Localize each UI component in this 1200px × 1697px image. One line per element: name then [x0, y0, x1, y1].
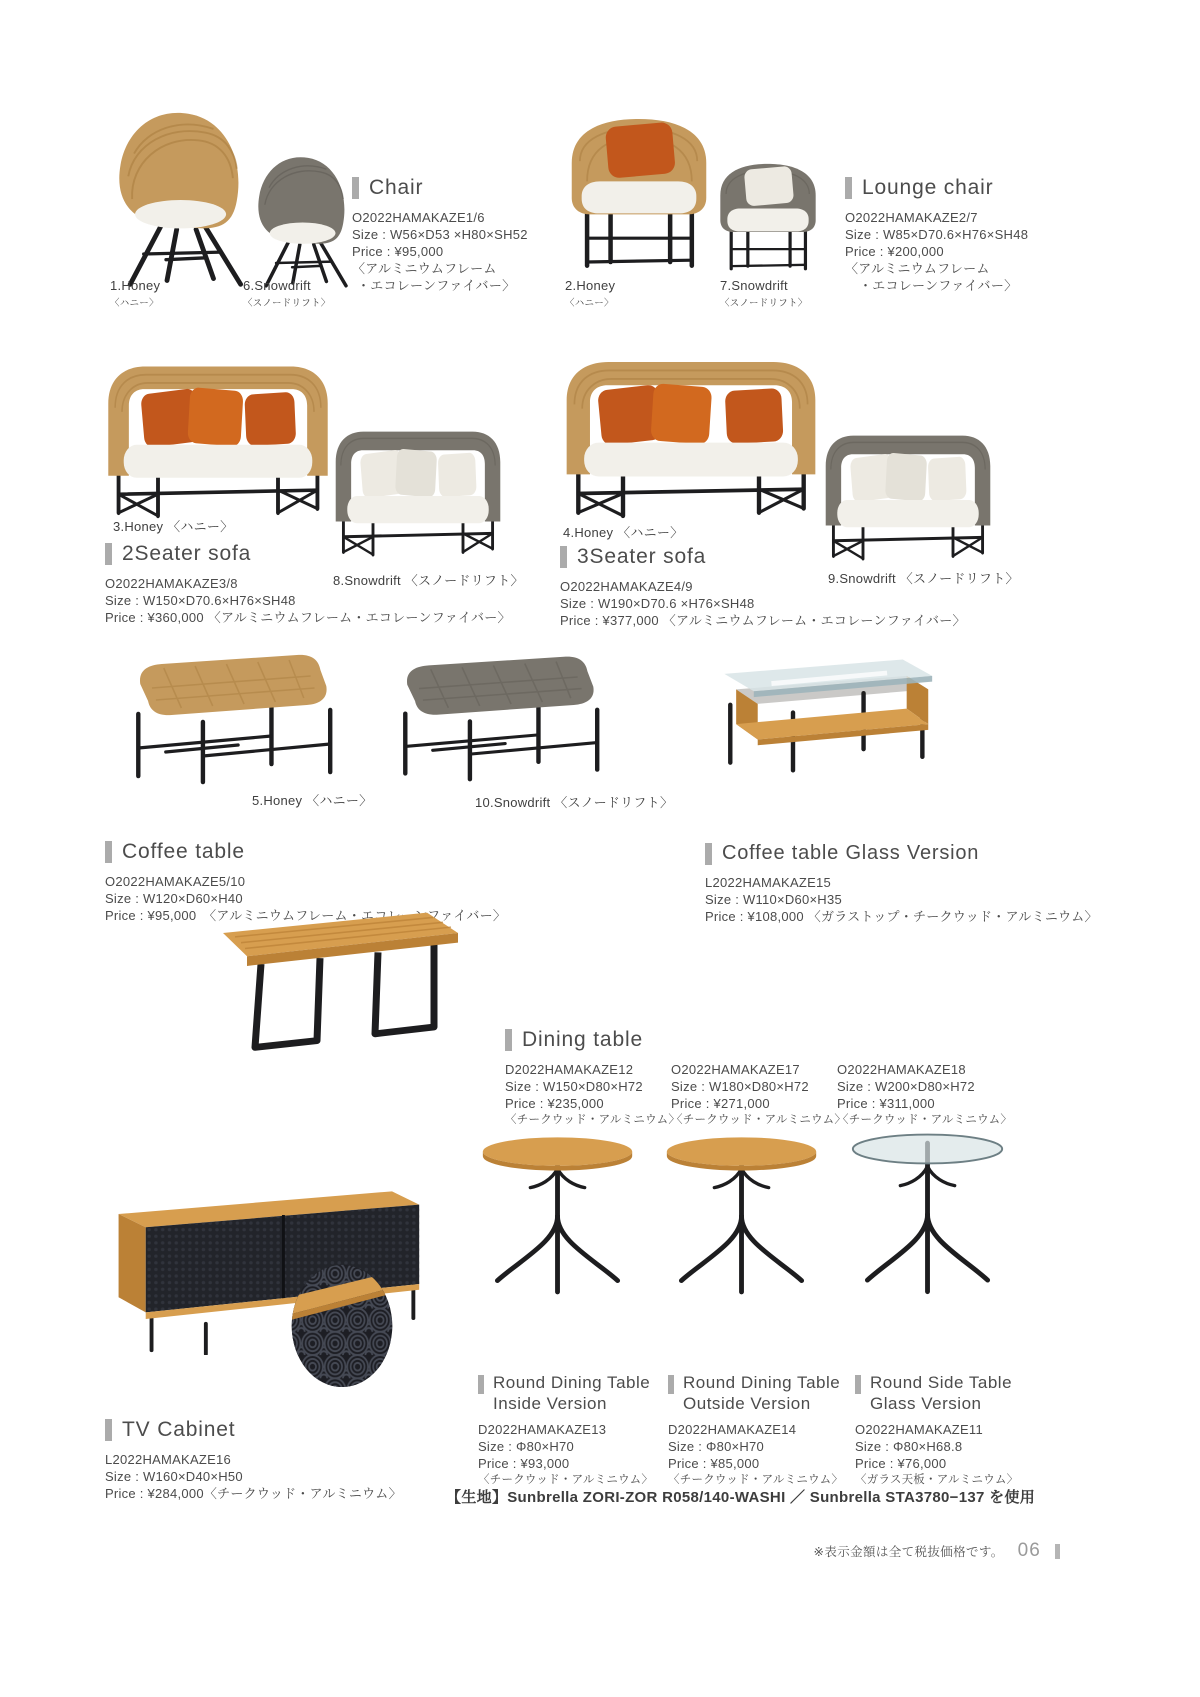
round-glass-title — [855, 1372, 1035, 1414]
variant-sub-label: 〈スノードリフト〉 — [720, 298, 808, 309]
dining-model: O2022HAMAKAZE17 — [671, 1062, 800, 1077]
page-number-bar-icon — [1055, 1544, 1060, 1559]
title-bar-icon — [668, 1375, 674, 1394]
dining-material: 〈チークウッド・アルミニウム〉 — [505, 1114, 681, 1126]
lounge-size: Size : W85×D70.6×H76×SH48 — [845, 227, 1029, 242]
lounge-title — [845, 176, 1085, 200]
coffee-glass-size: Size : W110×D60×H35 — [705, 892, 842, 907]
chair-material-1: 〈アルミニウムフレーム — [352, 261, 497, 276]
round-glass-image — [848, 1122, 1008, 1310]
coffee-glass-title — [705, 842, 1065, 865]
sofa2-title — [105, 542, 525, 566]
sofa3-price: Price : ¥377,000 〈アルミニウムフレーム・エコレーンファイバー〉 — [560, 613, 966, 628]
dining-table-image — [165, 900, 465, 1060]
round-inside-title — [478, 1372, 658, 1414]
round-outside-info — [668, 1372, 848, 1489]
tv-cabinet-price: Price : ¥284,000〈チークウッド・アルミニウム〉 — [105, 1486, 402, 1501]
dining-title — [505, 1028, 1005, 1052]
tv-cabinet-title-text: TV Cabinet — [122, 1418, 236, 1441]
coffee-title — [105, 840, 565, 864]
title-line-1: Round Dining Table — [683, 1373, 841, 1392]
dining-size: Size : W200×D80×H72 — [837, 1079, 975, 1094]
sofa2-honey-label: 3.Honey 〈ハニー〉 — [113, 519, 234, 534]
sofa2-snowdrift-label: 8.Snowdrift 〈スノードリフト〉 — [333, 573, 524, 588]
dining-column-2 — [671, 1061, 847, 1129]
dining-model: O2022HAMAKAZE18 — [837, 1062, 966, 1077]
chair-title-text: Chair — [369, 176, 424, 199]
title-bar-icon — [105, 543, 112, 565]
dining-column-1 — [505, 1061, 681, 1129]
title-bar-icon — [505, 1029, 512, 1051]
page-footer — [813, 1540, 1060, 1562]
sofa3-honey-image — [555, 345, 827, 520]
variant-label: 1.Honey — [110, 278, 161, 293]
sofa2-info — [105, 542, 525, 626]
title-bar-icon — [845, 177, 852, 199]
variant-label: 2.Honey — [565, 278, 616, 293]
tv-cabinet-info — [105, 1418, 425, 1502]
round-outside-title — [668, 1372, 848, 1414]
chair-size: Size : W56×D53 ×H80×SH52 — [352, 227, 528, 242]
coffee-honey-image — [105, 648, 340, 788]
lounge-info — [845, 176, 1085, 294]
sofa2-model: O2022HAMAKAZE3/8 — [105, 576, 238, 591]
tv-cabinet-detail-inset — [290, 1262, 394, 1388]
chair-snowdrift-image — [248, 155, 360, 290]
round-outside-title-text — [683, 1372, 840, 1414]
dining-material: 〈チークウッド・アルミニウム〉 — [671, 1114, 847, 1126]
dining-size: Size : W150×D80×H72 — [505, 1079, 643, 1094]
chair-honey-image — [105, 110, 260, 290]
sofa2-snowdrift-image — [328, 418, 508, 558]
coffee-glass-model: L2022HAMAKAZE15 — [705, 875, 832, 890]
title-line-2: Inside Version — [493, 1394, 607, 1413]
round-glass-price: Price : ¥76,000 — [855, 1456, 947, 1471]
lounge-material-1: 〈アルミニウムフレーム — [845, 261, 990, 276]
round-inside-model: D2022HAMAKAZE13 — [478, 1422, 607, 1437]
round-inside-price: Price : ¥93,000 — [478, 1456, 570, 1471]
sofa3-title — [560, 545, 980, 569]
variant-sub-label: 〈スノードリフト〉 — [243, 298, 331, 309]
title-bar-icon — [352, 177, 359, 199]
chair-snowdrift-label — [243, 278, 331, 309]
tv-cabinet-size: Size : W160×D40×H50 — [105, 1469, 243, 1484]
sofa2-size: Size : W150×D70.6×H76×SH48 — [105, 593, 296, 608]
page-number: 06 — [1017, 1540, 1041, 1561]
round-glass-material: 〈ガラス天板・アルミニウム〉 — [855, 1474, 1019, 1486]
title-line-1: Round Dining Table — [493, 1373, 651, 1392]
round-glass-info — [855, 1372, 1035, 1489]
dining-price: Price : ¥235,000 — [505, 1096, 604, 1111]
dining-column-3 — [837, 1061, 1013, 1129]
sofa3-model: O2022HAMAKAZE4/9 — [560, 579, 693, 594]
coffee-honey-label: 5.Honey 〈ハニー〉 — [252, 793, 373, 808]
coffee-model: O2022HAMAKAZE5/10 — [105, 874, 246, 889]
coffee-glass-info — [705, 842, 1098, 925]
round-outside-material: 〈チークウッド・アルミニウム〉 — [668, 1474, 844, 1486]
dining-material: 〈チークウッド・アルミニウム〉 — [837, 1114, 1013, 1126]
sofa2-price: Price : ¥360,000 〈アルミニウムフレーム・エコレーンファイバー〉 — [105, 610, 511, 625]
coffee-glass-price: Price : ¥108,000 〈ガラストップ・チークウッド・アルミニウム〉 — [705, 909, 1098, 924]
lounge-title-text: Lounge chair — [862, 176, 994, 199]
tv-cabinet-model: L2022HAMAKAZE16 — [105, 1452, 232, 1467]
round-inside-title-text — [493, 1372, 650, 1414]
chair-price: Price : ¥95,000 — [352, 244, 444, 259]
title-bar-icon — [105, 841, 112, 863]
dining-price: Price : ¥311,000 — [837, 1096, 935, 1111]
lounge-material-2: ・エコレーンファイバー〉 — [859, 278, 1018, 293]
dining-columns — [505, 1061, 1013, 1129]
round-inside-size: Size : Φ80×H70 — [478, 1439, 575, 1454]
sofa3-honey-label: 4.Honey 〈ハニー〉 — [563, 525, 684, 540]
title-bar-icon — [560, 546, 567, 568]
coffee-size: Size : W120×D60×H40 — [105, 891, 243, 906]
tv-cabinet-title — [105, 1418, 425, 1442]
title-line-2: Glass Version — [870, 1394, 982, 1413]
chair-honey-label — [110, 278, 160, 309]
coffee-snowdrift-label: 10.Snowdrift 〈スノードリフト〉 — [475, 795, 674, 810]
sofa3-snowdrift-image — [818, 422, 998, 562]
dining-size: Size : W180×D80×H72 — [671, 1079, 809, 1094]
lounge-honey-label — [565, 278, 615, 309]
coffee-price: Price : ¥95,000 〈アルミニウムフレーム・エコレーンファイバー〉 — [105, 908, 507, 923]
title-bar-icon — [105, 1419, 112, 1441]
chair-material-2: ・エコレーンファイバー〉 — [357, 278, 516, 293]
round-outside-size: Size : Φ80×H70 — [668, 1439, 765, 1454]
coffee-title-text: Coffee table — [122, 840, 245, 863]
sofa2-title-text: 2Seater sofa — [122, 542, 252, 565]
dining-info — [505, 1028, 1013, 1129]
title-bar-icon — [855, 1375, 861, 1394]
title-bar-icon — [705, 843, 712, 865]
round-outside-model: D2022HAMAKAZE14 — [668, 1422, 797, 1437]
variant-label: 6.Snowdrift — [243, 278, 311, 293]
tax-note: ※表示金額は全て税抜価格です。 — [813, 1545, 1004, 1559]
round-outside-image — [662, 1125, 822, 1310]
title-bar-icon — [478, 1375, 484, 1394]
lounge-honey-image — [560, 108, 718, 273]
round-inside-image — [478, 1125, 638, 1310]
coffee-glass-image — [695, 645, 940, 780]
round-glass-model: O2022HAMAKAZE11 — [855, 1422, 983, 1437]
sofa3-info — [560, 545, 980, 629]
sofa3-title-text: 3Seater sofa — [577, 545, 707, 568]
lounge-model: O2022HAMAKAZE2/7 — [845, 210, 978, 225]
dining-price: Price : ¥271,000 — [671, 1096, 770, 1111]
chair-title — [352, 176, 582, 200]
lounge-snowdrift-label — [720, 278, 808, 309]
title-line-2: Outside Version — [683, 1394, 811, 1413]
sofa2-honey-image — [98, 350, 338, 520]
variant-sub-label: 〈ハニー〉 — [110, 298, 159, 309]
chair-model: O2022HAMAKAZE1/6 — [352, 210, 485, 225]
round-inside-info — [478, 1372, 658, 1489]
title-line-1: Round Side Table — [870, 1373, 1013, 1392]
coffee-glass-title-text: Coffee table Glass Version — [722, 842, 980, 864]
sofa3-snowdrift-label: 9.Snowdrift 〈スノードリフト〉 — [828, 571, 1019, 586]
round-glass-title-text — [870, 1372, 1012, 1414]
round-inside-material: 〈チークウッド・アルミニウム〉 — [478, 1474, 654, 1486]
lounge-snowdrift-image — [712, 156, 824, 274]
dining-model: D2022HAMAKAZE12 — [505, 1062, 634, 1077]
round-glass-size: Size : Φ80×H68.8 — [855, 1439, 963, 1454]
dining-title-text: Dining table — [522, 1028, 643, 1051]
sofa3-size: Size : W190×D70.6 ×H76×SH48 — [560, 596, 755, 611]
variant-sub-label: 〈ハニー〉 — [565, 298, 614, 309]
fabric-note: 【生地】Sunbrella ZORI-ZOR R058/140-WASHI ／ Sunbrella STA3780−137 を使用 — [446, 1489, 1035, 1506]
fabric-note-row — [435, 1486, 1035, 1507]
coffee-snowdrift-image — [372, 650, 607, 785]
variant-label: 7.Snowdrift — [720, 278, 788, 293]
round-outside-price: Price : ¥85,000 — [668, 1456, 760, 1471]
lounge-price: Price : ¥200,000 — [845, 244, 944, 259]
chair-info — [352, 176, 582, 294]
